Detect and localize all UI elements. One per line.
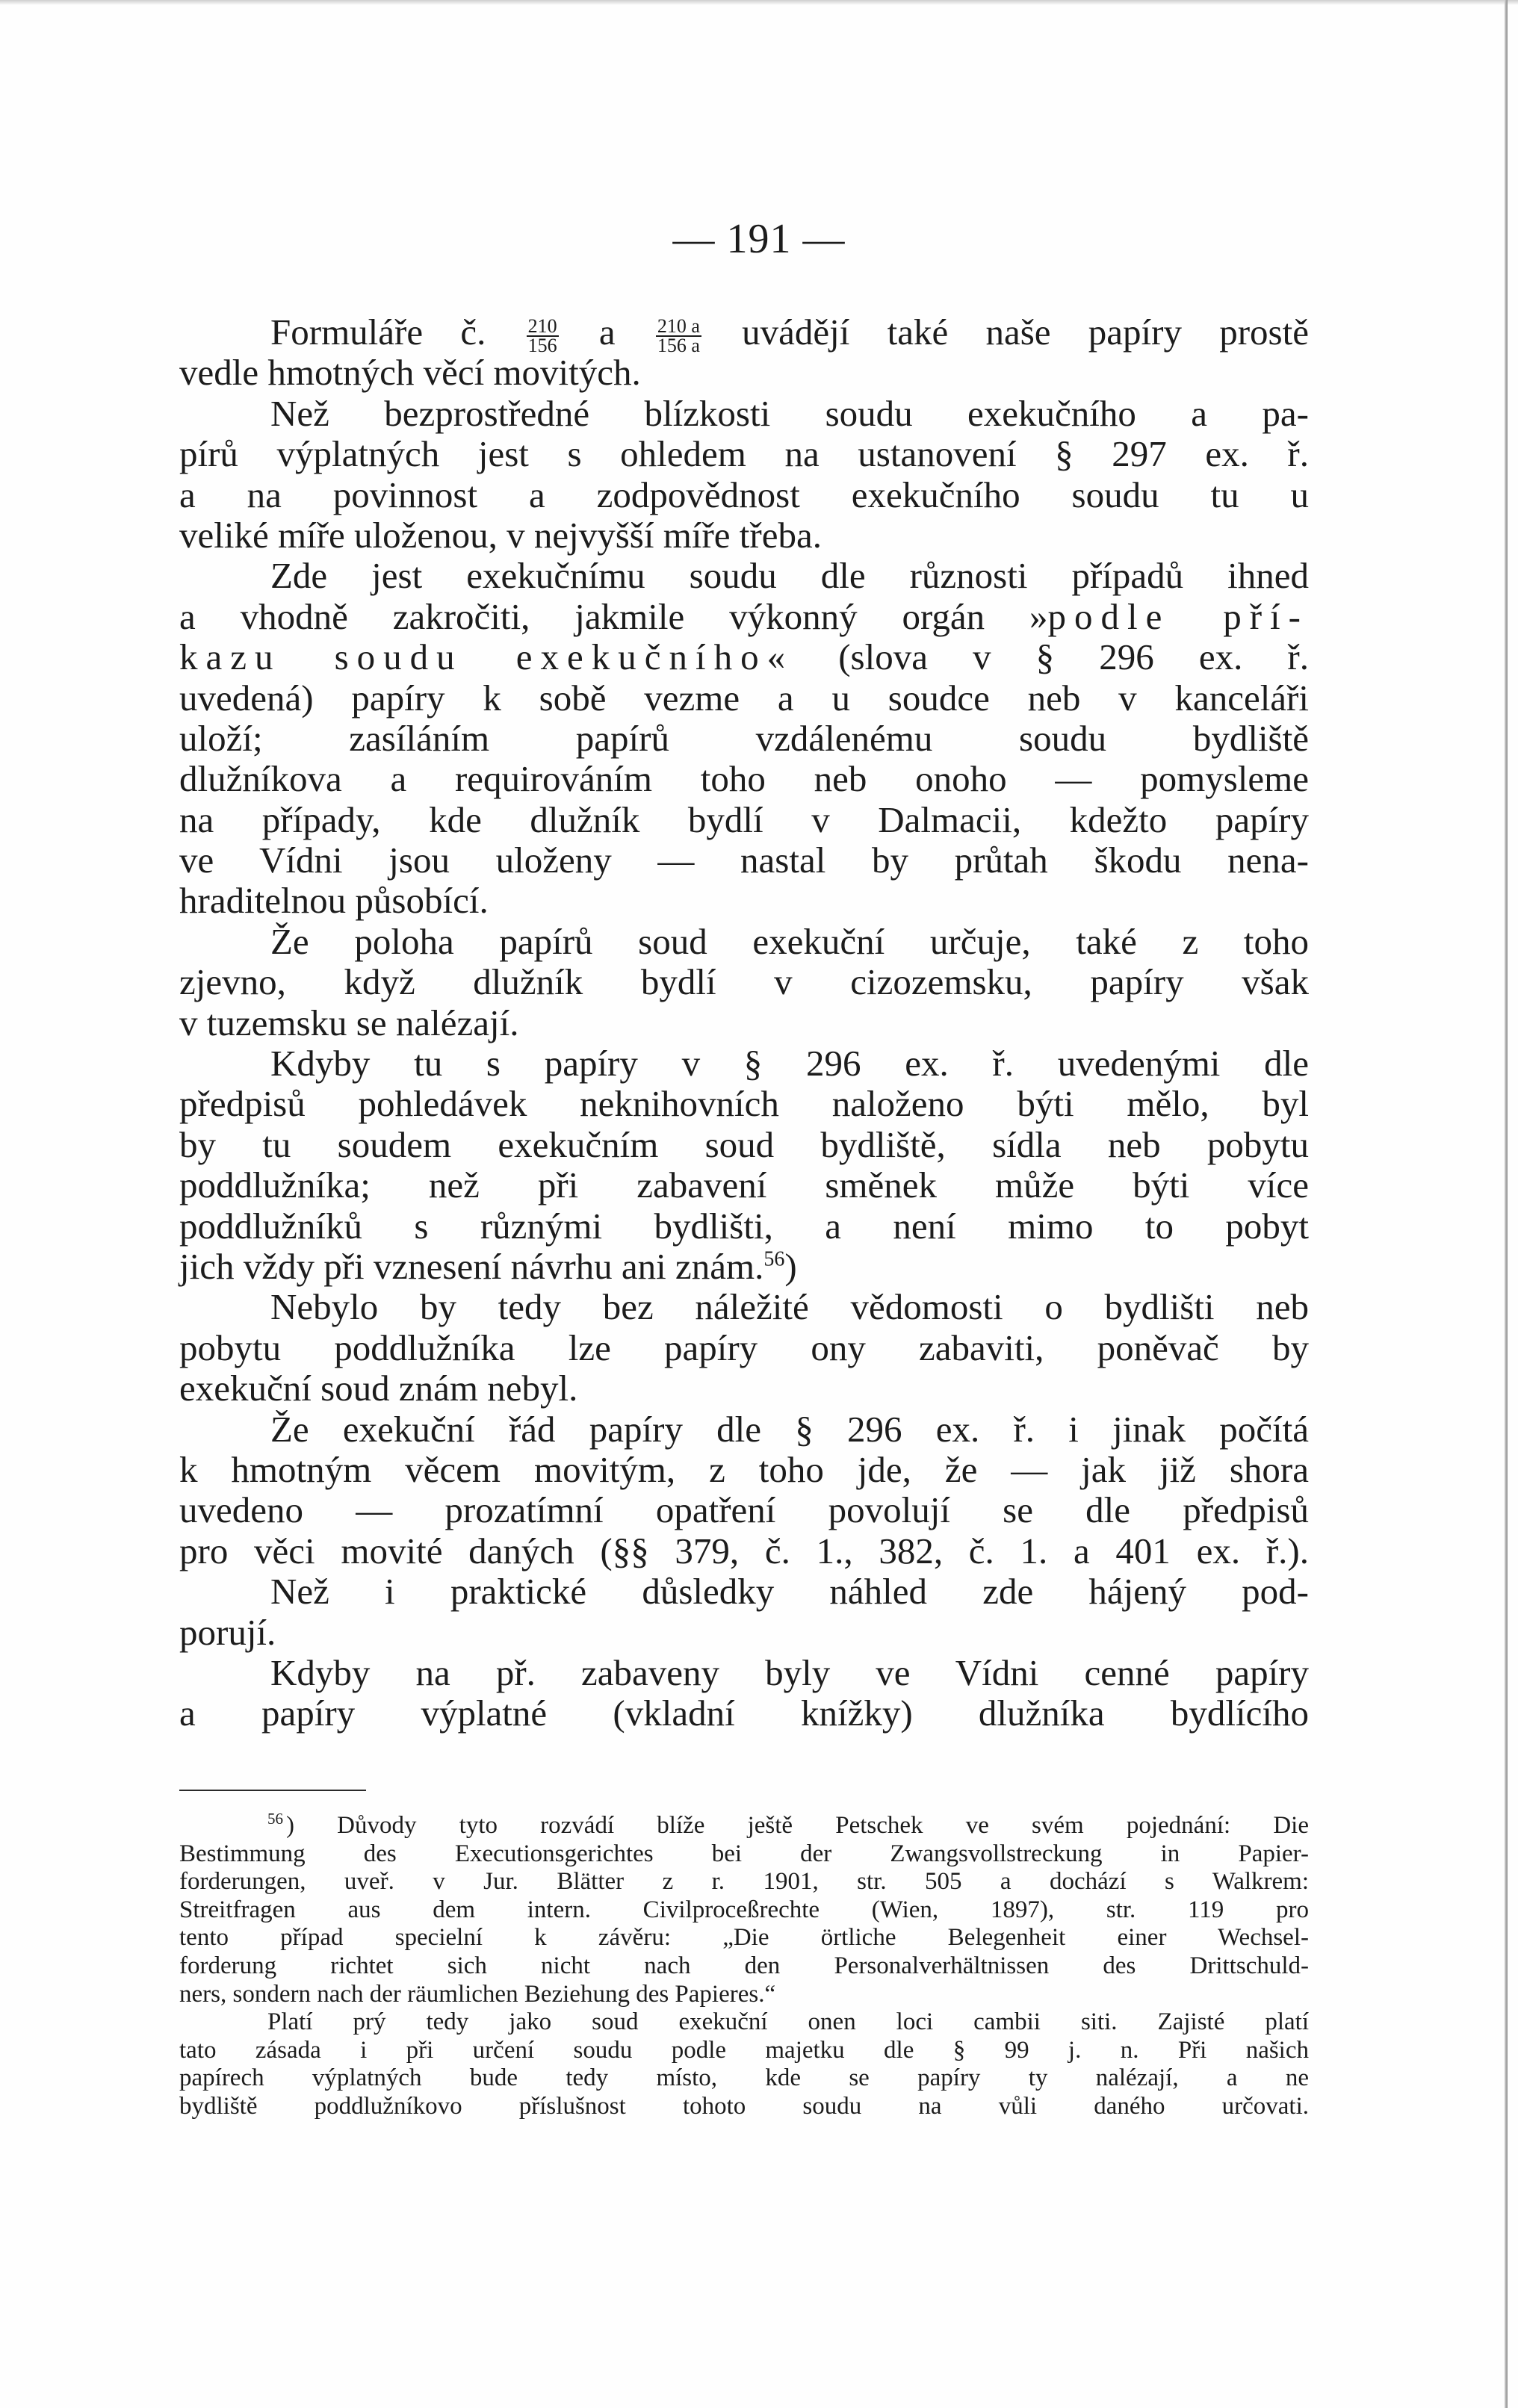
footnote-separator bbox=[179, 1790, 366, 1791]
body-line: pobytu poddlužníka lze papíry ony zabaviti, poněvač by bbox=[179, 1326, 1309, 1368]
page-edge-shadow bbox=[1505, 0, 1508, 2408]
body-line: poddlužníka; než při zabavení směnek může býti více bbox=[179, 1164, 1309, 1206]
footnote-line: Platí prý tedy jako soud exekuční onen loci cambii siti. Zajisté platí bbox=[267, 2008, 1309, 2036]
body-line: uvedená) papíry k sobě vezme a u soudce neb v kanceláři bbox=[179, 677, 1309, 719]
body-line: a vhodně zakročiti, jakmile výkonný orgán »podle pří- bbox=[179, 595, 1309, 637]
body-line: veliké míře uloženou, v nejvyšší míře třeba. bbox=[179, 514, 822, 556]
body-line: Formuláře č. $\frac{210}{156}$ a $\frac{210 a}{156 a}$ uvádějí také naše papíry prostě bbox=[270, 311, 1309, 356]
body-line: Kdyby tu s papíry v § 296 ex. ř. uvedenými dle bbox=[270, 1043, 1309, 1084]
footnote-line: $^{56}$ ) Důvody tyto rozvádí blíže ještě Petschek ve svém pojednání: Die bbox=[267, 1810, 1309, 1839]
body-line: zjevno, když dlužník bydlí v cizozemsku, papíry však bbox=[179, 961, 1309, 1003]
footnote-line: Bestimmung des Executionsgerichtes bei der Zwangsvollstreckung in Papier- bbox=[179, 1840, 1309, 1867]
footnote-ref: 56 bbox=[763, 1247, 785, 1271]
body-line: Nebylo by tedy bez náležité vědomosti o bydlišti neb bbox=[270, 1286, 1309, 1328]
page-top-shadow bbox=[0, 0, 1518, 4]
body-line: Než bezprostředné blízkosti soudu exekučního a pa- bbox=[270, 392, 1309, 434]
body-line: porují. bbox=[179, 1611, 276, 1653]
body-line: kazu soudu exekučního« (slova v § 296 ex. ř. bbox=[179, 636, 1309, 678]
body-line: a papíry výplatné (vkladní knížky) dlužníka bydlícího bbox=[179, 1692, 1309, 1734]
body-line: uvedeno — prozatímní opatření povolují se dle předpisů bbox=[179, 1489, 1309, 1531]
footnote-line: forderungen, uveř. v Jur. Blätter z r. 1901, str. 505 a dochází s Walkrem: bbox=[179, 1868, 1309, 1896]
main-text bbox=[179, 312, 1309, 1734]
fraction-210-156: $\frac{210}{156}$ bbox=[527, 314, 557, 356]
body-line: Než i praktické důsledky náhled zde hájený pod- bbox=[270, 1571, 1309, 1613]
body-line: v tuzemsku se nalézají. bbox=[179, 1002, 519, 1043]
body-line: Že poloha papírů soud exekuční určuje, také z toho bbox=[270, 920, 1309, 962]
body-line: Kdyby na př. zabaveny byly ve Vídni cenné papíry bbox=[270, 1651, 1309, 1693]
body-line: vedle hmotných věcí movitých. bbox=[179, 352, 641, 394]
footnote-mark: 56 bbox=[267, 1810, 283, 1828]
body-line: na případy, kde dlužník bydlí v Dalmacii, kdežto papíry bbox=[179, 798, 1309, 840]
body-line: uloží; zasíláním papírů vzdálenému soudu bydliště bbox=[179, 717, 1309, 759]
body-line: Zde jest exekučnímu soudu dle různosti případů ihned bbox=[270, 555, 1309, 597]
body-line: pro věci movité daných (§§ 379, č. 1., 382, č. 1. a 401 ex. ř.). bbox=[179, 1530, 1309, 1571]
fraction-210a-156a: $\frac{210 a}{156 a}$ bbox=[657, 314, 700, 356]
footnote-line: ners, sondern nach der räumlichen Beziehung des Papieres.“ bbox=[179, 1980, 776, 2008]
body-line: ve Vídni jsou uloženy — nastal by průtah škodu nena- bbox=[179, 840, 1309, 881]
footnote-line: papírech výplatných bude tedy místo, kde se papíry ty nalézají, a ne bbox=[179, 2064, 1309, 2092]
body-line: k hmotným věcem movitým, z toho jde, že — jak již shora bbox=[179, 1448, 1309, 1490]
body-line: dlužníkova a requirováním toho neb onoho — pomysleme bbox=[179, 758, 1309, 800]
body-line: a na povinnost a zodpovědnost exekučního soudu tu u bbox=[179, 474, 1309, 515]
body-line: hraditelnou působící. bbox=[179, 880, 489, 922]
body-line: exekuční soud znám nebyl. bbox=[179, 1368, 578, 1409]
body-line: pírů výplatných jest s ohledem na ustanovení § 297 ex. ř. bbox=[179, 433, 1309, 475]
footnote-line: bydliště poddlužníkovo příslušnost tohoto soudu na vůli daného určovati. bbox=[179, 2092, 1309, 2120]
footnote-line: forderung richtet sich nicht nach den Personalverhältnissen des Drittschuld- bbox=[179, 1952, 1309, 1979]
body-line: předpisů pohledávek neknihovních naloženo býti mělo, byl bbox=[179, 1083, 1309, 1125]
body-line: jich vždy při vznesení návrhu ani znám.$^{56}$) bbox=[179, 1245, 797, 1287]
footnote-line: tento případ specielní k závěru: „Die örtliche Belegenheit einer Wechsel- bbox=[179, 1924, 1309, 1952]
footnote-line: tato zásada i při určení soudu podle majetku dle § 99 j. n. Při našich bbox=[179, 2036, 1309, 2064]
body-line: poddlužníků s různými bydlišti, a není mimo to pobyt bbox=[179, 1205, 1309, 1247]
footnotes bbox=[179, 1812, 1309, 2121]
body-line: by tu soudem exekučním soud bydliště, sídla neb pobytu bbox=[179, 1123, 1309, 1165]
page-number: — 191 — bbox=[672, 216, 846, 262]
body-line: Že exekuční řád papíry dle § 296 ex. ř. i jinak počítá bbox=[270, 1408, 1309, 1450]
footnote-line: Streitfragen aus dem intern. Civilproceßrechte (Wien, 1897), str. 119 pro bbox=[179, 1896, 1309, 1923]
